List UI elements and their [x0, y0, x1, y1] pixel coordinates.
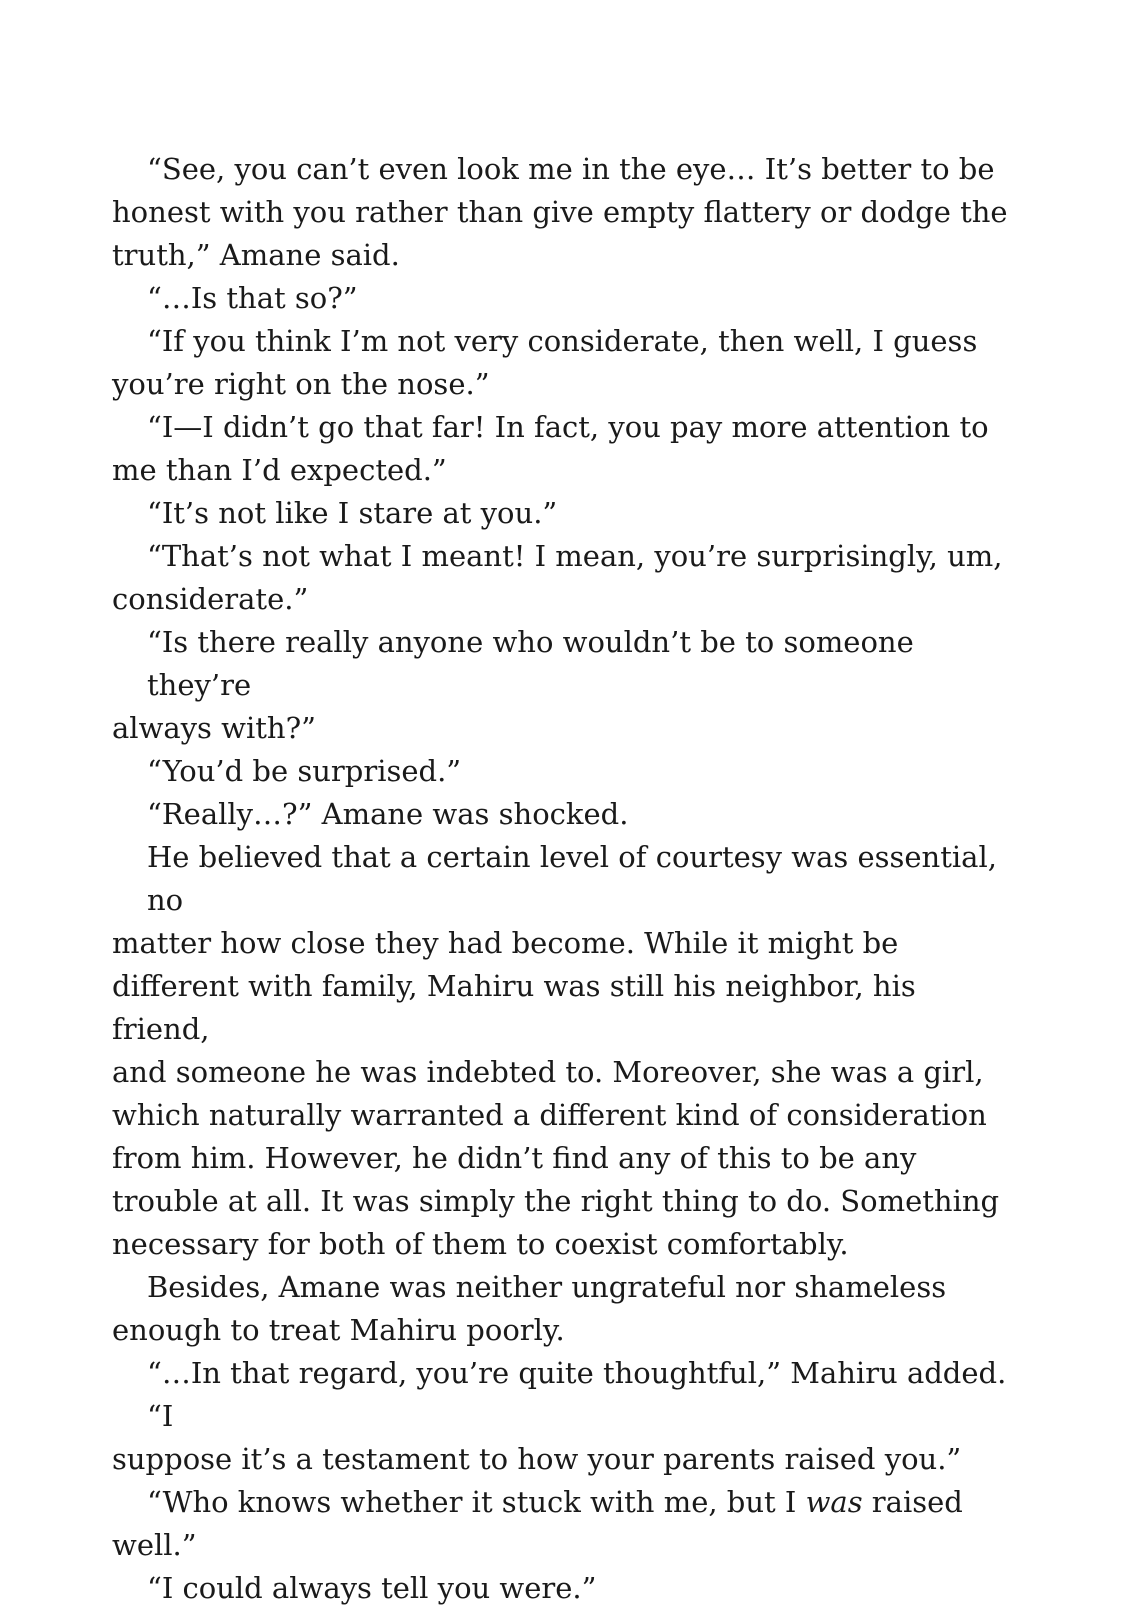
text-line: truth,” Amane said.	[112, 238, 400, 272]
text-line: trouble at all. It was simply the right thing to do. Something	[112, 1184, 1000, 1218]
text-line: well.”	[112, 1528, 197, 1562]
text-line: “I could always tell you were.”	[147, 1571, 597, 1605]
text-line: always with?”	[112, 711, 316, 745]
text-line: matter how close they had become. While it might be	[112, 926, 899, 960]
text-line: suppose it’s a testament to how your parents raised you.”	[112, 1442, 962, 1476]
text-line: considerate.”	[112, 582, 309, 616]
text-segment: “Who knows whether it stuck with me, but I	[147, 1485, 806, 1519]
text-line: enough to treat Mahiru poorly.	[112, 1313, 565, 1347]
text-line: me than I’d expected.”	[112, 453, 447, 487]
text-line: Besides, Amane was neither ungrateful nor shameless	[147, 1270, 947, 1304]
text-line: and someone he was indebted to. Moreover, she was a girl,	[112, 1055, 984, 1089]
text-line: “You’d be surprised.”	[147, 754, 462, 788]
text-line: “Really…?” Amane was shocked.	[147, 797, 629, 831]
text-line: “It’s not like I stare at you.”	[147, 496, 558, 530]
text-line: which naturally warranted a different kind of consideration	[112, 1098, 987, 1132]
text-line: “…In that regard, you’re quite thoughtful,” Mahiru added. “I	[147, 1356, 1007, 1433]
text-line: different with family, Mahiru was still his neighbor, his friend,	[112, 969, 916, 1046]
text-line: from him. However, he didn’t find any of this to be any	[112, 1141, 917, 1175]
text-line: you’re right on the nose.”	[112, 367, 490, 401]
text-line	[112, 1481, 1012, 1524]
text-line: He believed that a certain level of courtesy was essential, no	[147, 840, 997, 917]
text-line: “If you think I’m not very considerate, then well, I guess	[147, 324, 978, 358]
text-line: “Is there really anyone who wouldn’t be to someone they’re	[147, 625, 914, 702]
book-page-text	[112, 148, 1012, 1610]
text-line: “See, you can’t even look me in the eye… It’s better to be	[147, 152, 995, 186]
text-line: honest with you rather than give empty flattery or dodge the	[112, 195, 1008, 229]
text-line: “That’s not what I meant! I mean, you’re surprisingly, um,	[147, 539, 1003, 573]
text-line: “I—I didn’t go that far! In fact, you pay more attention to	[147, 410, 989, 444]
text-segment: raised	[862, 1485, 963, 1519]
text-line: necessary for both of them to coexist comfortably.	[112, 1227, 849, 1261]
text-line: “…Is that so?”	[147, 281, 358, 315]
emphasis-word: was	[805, 1485, 863, 1519]
